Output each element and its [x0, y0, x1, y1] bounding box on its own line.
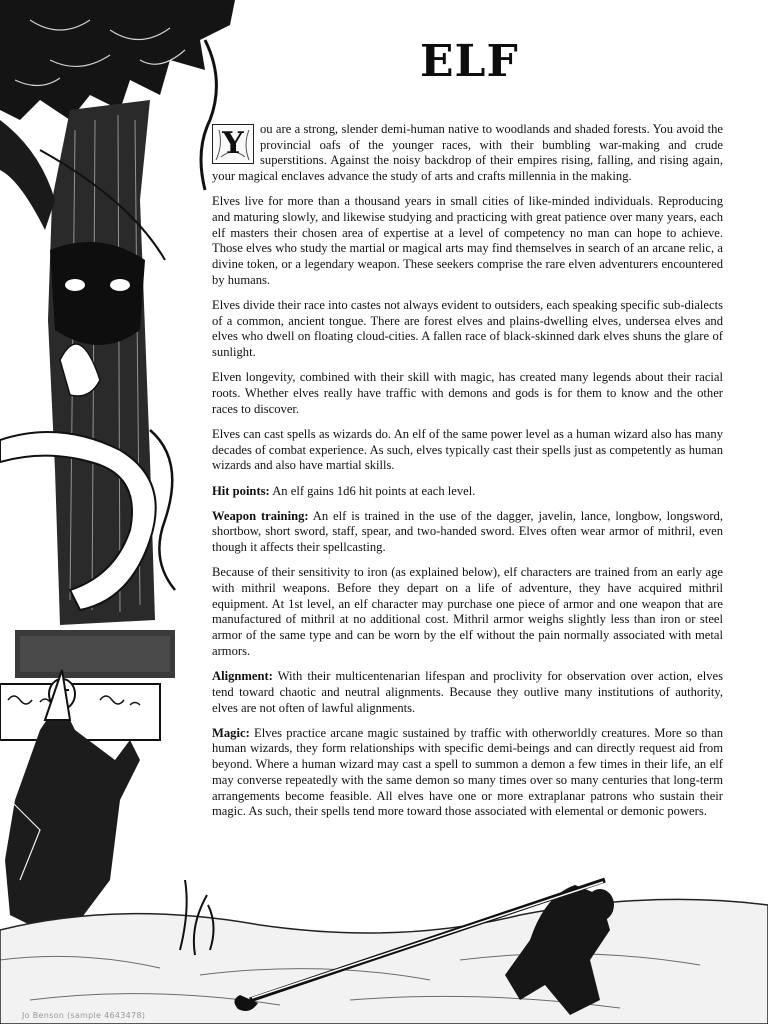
paragraph-alignment [212, 669, 723, 716]
paragraph [212, 298, 723, 361]
drop-cap [212, 124, 254, 164]
footer-credit: Jo Benson (sample 4643478) [22, 1011, 146, 1020]
paragraph [212, 370, 723, 417]
paragraph [212, 565, 723, 659]
paragraph-text: An elf gains 1d6 hit points at each level. [269, 483, 476, 498]
paragraph [212, 194, 723, 288]
page-title: ELF [420, 36, 519, 87]
term-label: Magic: [212, 725, 250, 740]
paragraph-text: Because of their sensitivity to iron (as explained below), elf characters are trained from an early age with mithril weapons. Before they depart on a life of adventure, they have acquired mithril equipment. At 1st level, an elf character may purchase one piece of armor and one weapon that are manufactured of mithril at no additional cost. Mithril armor weighs slightly less than iron or steel armor of the same type and can be worn by the elf without the pain normally associated with metal armors. [212, 565, 723, 658]
drop-cap-letter: Y [222, 126, 244, 161]
paragraph-hit-points [212, 484, 723, 500]
paragraph [212, 427, 723, 474]
paragraph-text: With their multicentenarian lifespan and proclivity for observation over action, elves tend toward chaotic and neutral alignments. Because they outlive many institutions of authority, elves are not often of lawful alignments. [212, 669, 723, 715]
carved-face [50, 242, 145, 345]
term-label: Weapon training: [212, 508, 309, 523]
paragraph-text: ou are a strong, slender demi-human native to woodlands and shaded forests. You avoid the provincial oafs of the younger races, with their bumbling war-making and crude superstitions. Against the noisy backdrop of their empires rising, falling, and rising again, your magical enclaves advance the study of arts and crafts millennia in the making. [212, 122, 723, 184]
paragraph-intro [212, 122, 723, 185]
paragraph-text: Elves divide their race into castes not always evident to outsiders, each speaking specific sub-dialects of a common, ancient tongue. There are forest elves and plains-dwelling elves, undersea elves and elves who dwell on floating cloud-cities. A fallen race of black-skinned dark elves shuns the glare of sunlight. [212, 298, 723, 360]
term-label: Hit points: [212, 483, 270, 498]
paragraph-text: Elven longevity, combined with their skill with magic, has created many legends about their racial roots. Whether elves really have traffic with demons and gods is for them to know and the other races to discover. [212, 370, 723, 416]
rune-scroll [0, 684, 160, 740]
paragraph-magic [212, 726, 723, 820]
paragraph-text: Elves can cast spells as wizards do. An elf of the same power level as a human wizard also has many decades of combat experience. As such, elves typically cast their spells just as competently as human wizards and also have martial skills. [212, 426, 723, 473]
paragraph-weapon-training [212, 509, 723, 556]
ground [0, 899, 768, 1024]
body-text [212, 122, 723, 829]
paragraph-text: An elf is trained in the use of the dagger, javelin, lance, longbow, longsword, shortbow, short sword, staff, spear, and two-handed sword. Elves often wear armor of mithril, even though it affects their spellcasting. [212, 508, 723, 555]
paragraph-text: Elves live for more than a thousand years in small cities of like-minded individuals. Reproducing and maturing slowly, and likewise studying and practicing with great patience over many years, each elf masters their chosen area of expertise at a level of competency no man can hope to achieve. Those elves who study the martial or magical arts may find themselves in search of an arcane relic, a divine token, or a legendary weapon. These seekers comprise the rare elven adventurers encountered by humans. [212, 194, 723, 287]
term-label: Alignment: [212, 669, 273, 684]
paragraph-text: Elves practice arcane magic sustained by traffic with otherworldly creatures. More so than human wizards, they form relationships with specific demi-beings and can directly request aid from beyond. Where a human wizard may cast a spell to summon a demon a few times in their life, an elf may converse repeatedly with the same demon so many times over so many centuries that long-term arrangements become feasible. All elves have one or more extraplanar patrons who sustain their magic. As such, their spells tend more toward those associated with elemental or demonic powers. [212, 725, 723, 819]
tree-canopy [0, 0, 235, 120]
